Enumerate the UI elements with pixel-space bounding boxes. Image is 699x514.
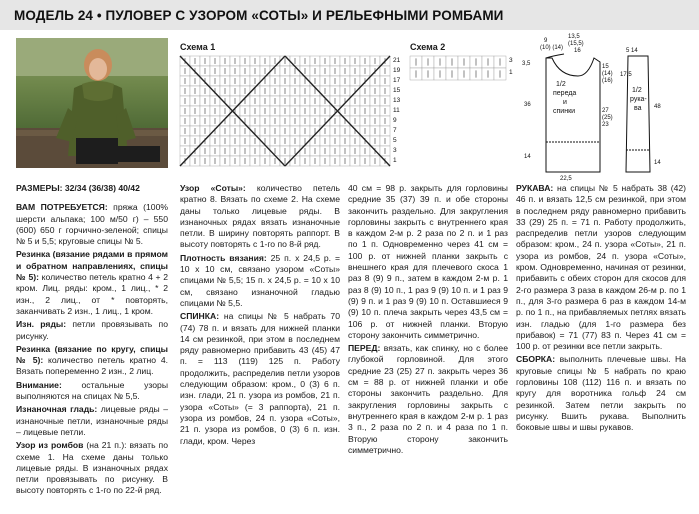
dim-16b: (16) <box>602 78 613 84</box>
dim-23: 23 <box>602 122 609 128</box>
sleeve-label-line2: рука- <box>630 96 647 103</box>
col3-paragraph: 40 см = 98 р. закрыть для горловины средние 35 (37) 39 п. и обе стороны закончить раздельно. Для закругления горловины закрыть с внутреннего края в каждом 2-м р. 2 раза по 2 п. и 1 раз по 1 п. Одновременно через 41 см = 100 р. от нижней планки закрыть с внешнего края для плечевого скоса 1 раз 8 (9) 9 п., затем в каждом 2-м р. 1 раз 8 (9) 10 п., 1 раз 9 (9) 10 п. и 1 раз 9 (9) 9 п. и 1 раз 9 (9) 10 п. Оставшиеся 9 (9) 10 п. плеча закрыть через 43,5 см = 106 р. от нижней планки. Вторую сторону закончить симметрично. <box>348 183 508 340</box>
dim-15-5: (15,5) <box>568 41 584 47</box>
dim-22-5: 22,5 <box>560 176 572 182</box>
section-lead: ВАМ ПОТРЕБУЕТСЯ: <box>16 202 108 213</box>
row-number: 5 <box>393 137 397 144</box>
section-lead: СПИНКА: <box>180 311 220 322</box>
scheme2-chart <box>410 56 513 84</box>
dim-16: 16 <box>574 48 581 54</box>
section-lead: Узор из ромбов <box>16 440 84 451</box>
section-lead: Резинка (вязание по кругу, спицы № 5): <box>16 343 168 366</box>
scheme1-label: Схема 1 <box>180 42 216 52</box>
sleeve-label-line3: ва <box>634 105 642 112</box>
dim-9: 9 <box>544 38 548 44</box>
scheme2-label: Схема 2 <box>410 42 446 52</box>
section-lead: Изнаночная гладь: <box>16 404 98 415</box>
model-photo-illustration <box>16 38 168 168</box>
col1-paragraph: ВАМ ПОТРЕБУЕТСЯ: пряжа (100% шерсти альпака; 100 м/50 г) – 550 (600) 650 г горчично-зеленой; спицы № 5 и 5,5; круговые спицы № 5. <box>16 202 168 247</box>
col3-paragraph: ПЕРЕД: вязать, как спинку, но с более глубокой горловиной. Для этого средние 23 (25) 27 п. закрыть через 36 см = 88 р. от нижней планки и обе стороны закончить раздельно. Для закругления горловины закрыть с внутреннего края в каждом 2-м р. 1 раз 3 п., 2 раза по 2 п. и 4 раза по 1 п. Вторую сторону закончить симметрично. <box>348 343 508 455</box>
front-label-line4: спинки <box>553 108 576 115</box>
col1-paragraph: Узор из ромбов (на 21 п.): вязать по схеме 1. На схеме даны только лицевые ряды. В изнаночных рядах петли провязывать по рисунку. В высоту повторять с 1-го по 22-й ряд. <box>16 440 168 496</box>
dim-sleeve-17-5: 17,5 <box>620 72 632 78</box>
page-title: МОДЕЛЬ 24 • ПУЛОВЕР С УЗОРОМ «СОТЫ» И РЕЛЬЕФНЫМИ РОМБАМИ <box>14 7 504 23</box>
scheme1-chart <box>180 56 406 168</box>
model-photo <box>16 38 168 168</box>
col4-paragraph: СБОРКА: выполнить плечевые швы. На круговые спицы № 5 набрать по краю горловины 108 (112) 116 п. и вязать по кругу для воротника гольф 24 см резинкой. Затем петли закрыть по рисунку. Вшить рукава. Выполнить боковые швы и швы рукавов. <box>516 354 686 433</box>
dim-36: 36 <box>524 102 531 108</box>
front-label-line2: переда <box>553 90 577 97</box>
dim-10-14: (10) (14) <box>540 45 564 51</box>
row-number: 1 <box>393 157 397 164</box>
title-bar <box>0 0 699 30</box>
col1-paragraph: Резинка (вязание рядами в прямом и обратном направлениях, спицы № 5): количество петель кратно 4 + 2 кром. Лиц. ряды: кром., 1 лиц., * 2 изн., 2 лиц., от * повторять, заканчивать 2 изн., 1 лиц., 1 кром. <box>16 249 168 316</box>
section-lead: Узор «Соты»: <box>180 183 246 193</box>
dim-15: 15 <box>602 64 609 70</box>
dim-14: 14 <box>524 154 531 160</box>
column-4 <box>516 183 686 436</box>
row-number: 9 <box>393 117 397 124</box>
dim-27: 27 <box>602 108 609 114</box>
dim-sleeve-14: 14 <box>654 160 661 166</box>
section-lead: ПЕРЕД: <box>348 343 381 354</box>
col1-paragraph: Резинка (вязание по кругу, спицы № 5): количество петель кратно 4. Вязать попеременно 2 изн., 2 лиц. <box>16 343 168 377</box>
row-number: 19 <box>393 67 401 74</box>
pattern-pieces <box>508 32 698 180</box>
col1-paragraph: Изнаночная гладь: лицевые ряды – изнаночные петли, изнаночные ряды – лицевые петли. <box>16 404 168 437</box>
section-lead: РУКАВА: <box>516 183 554 193</box>
section-lead: Внимание: <box>16 379 62 390</box>
col1-paragraph: РАЗМЕРЫ: 32/34 (36/38) 40/42 <box>16 183 140 193</box>
section-lead: Плотность вязания: <box>180 252 267 263</box>
col1-paragraph: Изн. ряды: петли провязывать по рисунку. <box>16 319 168 341</box>
front-label-line1: 1/2 <box>556 81 566 88</box>
col2-paragraph: СПИНКА: на спицы № 5 набрать 70 (74) 78 п. и вязать для нижней планки 14 см резинкой, при этом в последнем ряду равномерно прибавить 43 (45) 47 п. = 113 (119) 125 п. Работу продолжить, распределив петли узоров следующим образом: кром., 0 (3) 6 п. изн. глади, 21 п. узора из ромбов, 21 п. узора «Соты» (= 3 раппорта), 21 п. узора из ромбов, 24 п. узора «Соты», 21 п. узора из ромбов, 0 (3) 6 п. изн. глади, кром. Через <box>180 311 340 446</box>
row-number: 1 <box>509 69 513 76</box>
row-number: 3 <box>393 147 397 154</box>
row-number: 21 <box>393 57 401 64</box>
front-label-line3: и <box>563 99 567 106</box>
col2-paragraph: Плотность вязания: 25 п. х 24,5 р. = 10 х 10 см, связано узором «Соты» спицами № 5,5; 15 п. х 24,5 р. = 10 х 10 см, связано изнаночной гладью спицами № 5,5. <box>180 252 340 308</box>
col2-paragraph: Узор «Соты»: количество петель кратно 8. Вязать по схеме 2. На схеме даны только лицевые ряды. В изнаночных рядах вязать изнаночные петли. В ширину повторять раппорт. В высоту повторять с 1-го по 8-й ряд. <box>180 183 340 250</box>
dim-25: (25) <box>602 115 613 121</box>
dim-13-5: 13,5 <box>568 34 580 40</box>
dim-3-5: 3,5 <box>522 61 531 67</box>
section-lead: СБОРКА: <box>516 354 556 365</box>
section-lead: Изн. ряды: <box>16 319 67 330</box>
row-number: 17 <box>393 77 401 84</box>
column-2 <box>180 183 340 449</box>
column-1 <box>16 183 168 499</box>
dim-sleeve-top: 5 14 <box>626 48 638 54</box>
row-number: 7 <box>393 127 397 134</box>
column-3 <box>348 183 508 458</box>
row-number: 15 <box>393 87 401 94</box>
dim-14b: (14) <box>602 71 613 77</box>
dim-sleeve-48: 48 <box>654 104 661 110</box>
row-number: 3 <box>509 57 513 64</box>
col4-paragraph: РУКАВА: на спицы № 5 набрать 38 (42) 46 п. и вязать 12,5 см резинкой, при этом в последнем ряду равномерно прибавить 33 (29) 25 п. = 71 п. Работу продолжить, распределив петли узоров следующим образом: кром., 24 п. узора «Соты», 21 п. узора из ромбов, 24 п. узора «Соты», кром. Одновременно, начиная от резинки, прибавить с обеих сторон для скосов для 2-го размера 3 раза в каждом 26-м р. по 1 п., для 3-го размера 6 раз в каждом 14-м р. по 1 п., на прибавляемых петлях вязать изн. гладью (для 1-го размера без прибавок) = 71 (77) 83 п. Через 41 см = 100 р. от резинки все петли закрыть. <box>516 183 686 352</box>
row-number: 11 <box>393 107 400 114</box>
section-lead: Резинка (вязание рядами в прямом и обратном направлениях, спицы № 5): <box>16 249 168 283</box>
sleeve-label-line1: 1/2 <box>632 87 642 94</box>
col1-paragraph: Внимание: остальные узоры выполняются на спицах № 5,5. <box>16 379 168 402</box>
row-number: 13 <box>393 97 401 104</box>
